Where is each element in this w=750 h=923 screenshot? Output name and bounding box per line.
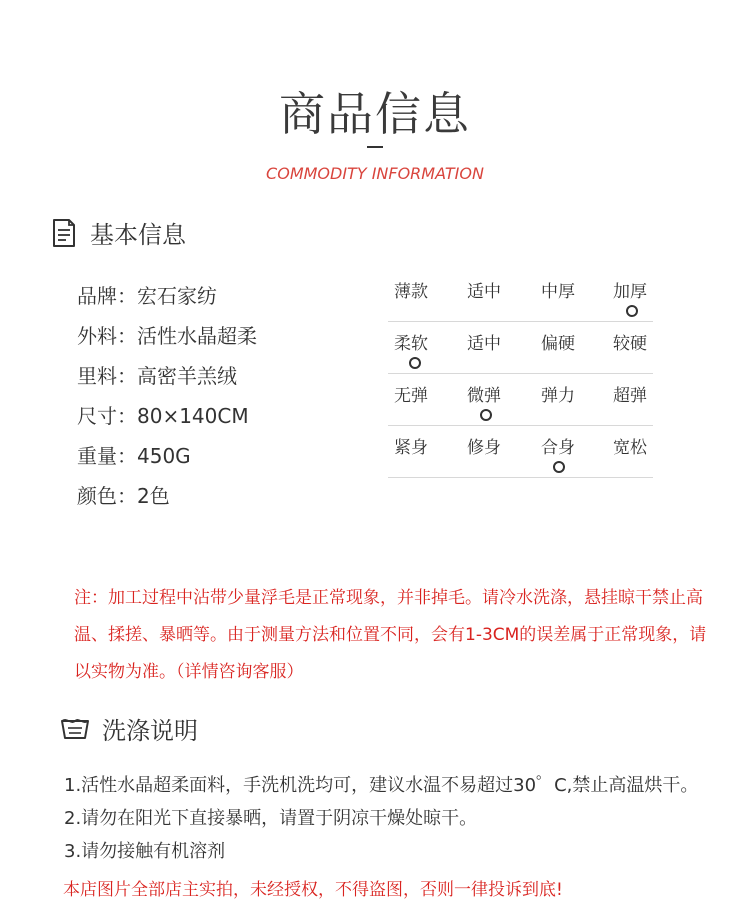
spec-row-color [77,482,257,522]
spec-label: 外料： [77,324,137,348]
basic-info-heading [52,218,186,252]
scale-option: 合身 [541,438,575,458]
spec-value: 450G [137,444,191,468]
spec-row-outer-material [77,322,257,362]
spec-value: 宏石家纺 [137,284,217,308]
spec-row-brand [77,282,257,322]
scale-option: 超弹 [613,386,647,406]
wash-basin-icon [60,716,90,746]
scale-option: 宽松 [613,438,647,458]
scale-selected-marker [480,409,492,421]
list-item: 3.请勿接触有机溶剂 [64,841,226,862]
scale-elasticity [388,385,653,426]
spec-value: 2色 [137,484,170,508]
page-subtitle: COMMODITY INFORMATION [266,164,484,183]
scale-option: 适中 [467,282,501,302]
spec-label: 重量： [77,444,137,468]
scale-option: 偏硬 [541,334,575,354]
title-underline [367,146,383,148]
spec-label: 里料： [77,364,137,388]
spec-row-size [77,402,257,442]
spec-label: 品牌： [77,284,137,308]
scale-option: 微弹 [467,386,501,406]
copyright-note: 本店图片全部店主实拍，未经授权，不得盗图，否则一律投诉到底! [63,880,563,900]
scale-selected-marker [409,357,421,369]
washing-heading [60,716,198,746]
page-title: 商品信息 [279,87,471,141]
care-notice: 注：加工过程中沾带少量浮毛是正常现象，并非掉毛。请冷水洗涤，悬挂晾干禁止高温、揉搓、暴晒等。由于测量方法和位置不同，会有1-3CM的误差属于正常现象，请以实物为准。（详情咨询客服） [74,588,707,682]
scale-option: 较硬 [613,334,647,354]
spec-value: 活性水晶超柔 [137,324,257,348]
washing-instructions [64,770,698,869]
spec-value: 高密羊羔绒 [137,364,237,388]
scale-option: 中厚 [541,282,575,302]
scale-selected-marker [626,305,638,317]
spec-row-weight [77,442,257,482]
scale-option: 无弹 [394,386,428,406]
basic-info-title: 基本信息 [90,221,186,249]
spec-label: 尺寸： [77,404,137,428]
document-icon [52,218,76,252]
scale-thickness [388,281,653,322]
scale-option: 适中 [467,334,501,354]
scale-option: 修身 [467,438,501,458]
scale-fit [388,437,653,478]
spec-label: 颜色： [77,484,137,508]
scale-option: 紧身 [394,438,428,458]
spec-list [77,282,257,522]
list-item: 2.请勿在阳光下直接暴晒，请置于阴凉干燥处晾干。 [64,808,478,829]
spec-value: 80×140CM [137,404,249,428]
list-item: 1.活性水晶超柔面料，手洗机洗均可，建议水温不易超过30゜C,禁止高温烘干。 [64,775,699,796]
scale-option: 柔软 [394,334,428,354]
scale-selected-marker [553,461,565,473]
spec-row-inner-material [77,362,257,402]
scale-softness [388,333,653,374]
scale-option: 加厚 [613,282,647,302]
scale-option: 薄款 [394,282,428,302]
washing-title: 洗涤说明 [102,717,198,745]
scale-option: 弹力 [541,386,575,406]
